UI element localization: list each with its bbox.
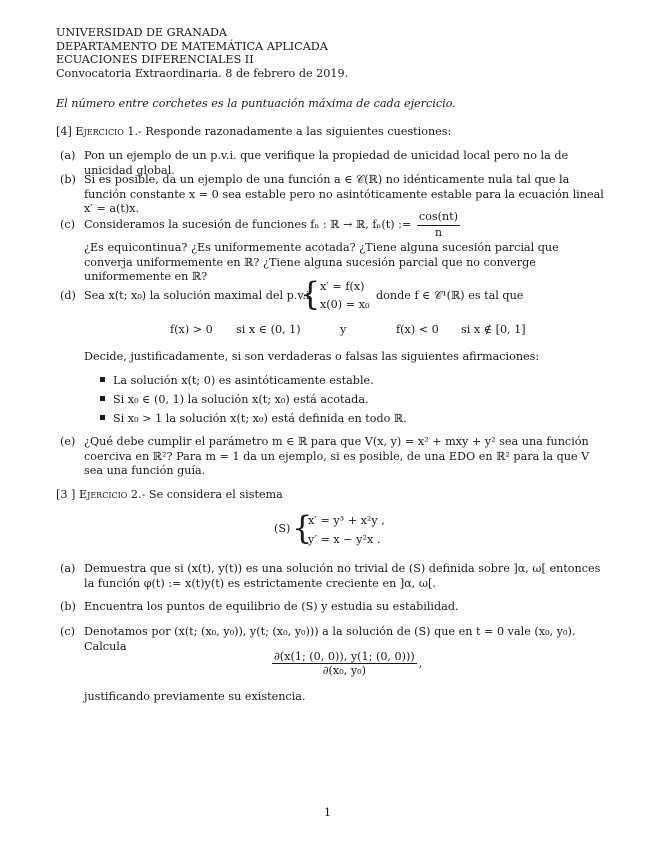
item-text: Si es posible, da un ejemplo de una función a ∈ 𝒞(ℝ) no idénticamente nula tal que la función constante x = 0 sea estable pero no asintóticamente estable para la ecuación lineal x′ = a(t)x.	[84, 173, 604, 216]
fraction-numerator: ∂(x(1; (0, 0)), y(1; (0, 0)))	[274, 650, 415, 663]
justification-note: justificando previamente su existencia.	[84, 690, 306, 703]
exercise-2-statement: Se considera el sistema	[148, 488, 283, 501]
scoring-note: El número entre corchetes es la puntuación máxima de cada ejercicio.	[56, 97, 456, 110]
item-label: (b)	[60, 173, 76, 186]
item-label: (c)	[60, 625, 75, 638]
item-label: (a)	[60, 562, 76, 575]
item-text: ¿Es equicontinua? ¿Es uniformemente acotada? ¿Tiene alguna sucesión parcial que converja uniformemente en ℝ? ¿Tiene alguna sucesión parcial que no converge uniformemente en ℝ?	[84, 241, 559, 284]
exercise-2-a	[60, 562, 605, 591]
exercise-2-title: Ejercicio 2.-	[78, 488, 146, 501]
decide-instruction: Decide, justificadamente, si son verdaderas o falsas las siguientes afirmaciones:	[84, 350, 540, 363]
item-text: ¿Qué debe cumplir el parámetro m ∈ ℝ para que V(x, y) = x² + mxy + y² sea una función coerciva en ℝ²? Para m = 1 da un ejemplo, si es posible, de una EDO en ℝ² para la que V sea una función guía.	[84, 435, 590, 478]
jacobian-expression: $\frac{\partial(x(1; (0, 0)), y(1; (0, 0)))}{\text{∂(x₀, y₀)}}$ ,	[274, 650, 423, 677]
exercise-1-c	[60, 210, 605, 285]
course-name: ECUACIONES DIFERENCIALES II	[56, 53, 254, 67]
page-number: 1	[323, 806, 332, 819]
fraction-denominator: n	[434, 225, 443, 239]
fraction-numerator: cos(nt)	[417, 210, 460, 226]
f-positive-domain: si x ∈ (0, 1)	[236, 323, 301, 336]
item-text: Demuestra que si (x(t), y(t)) es una solución no trivial de (S) definida sobre ]α, ω[ entonces la función φ(t) := x(t)y(t) es estrictamente creciente en ]α, ω[.	[84, 562, 601, 590]
system-brace-icon: {	[300, 275, 321, 313]
exercise-2-b	[60, 600, 605, 615]
exercise-1-statement: Responde razonadamente a las siguientes cuestiones:	[145, 125, 452, 138]
exercise-1-points: [4]	[56, 125, 72, 138]
statement-bullet: La solución x(t; 0) es asintóticamente estable.	[100, 374, 374, 387]
item-label: (c)	[60, 218, 75, 231]
department-name: DEPARTAMENTO DE MATEMÁTICA APLICADA	[56, 39, 328, 53]
f-condition: donde f ∈ 𝒞¹(ℝ) es tal que	[376, 289, 524, 302]
system-brace-icon: {	[292, 509, 313, 547]
item-text: Encuentra los puntos de equilibrio de (S) y estudia su estabilidad.	[84, 600, 459, 613]
system-equation-y: y′ = x − y²x .	[308, 533, 381, 546]
system-name: (S)	[274, 522, 291, 535]
f-positive: f(x) > 0	[170, 323, 213, 336]
f-negative: f(x) < 0	[396, 323, 439, 336]
ivp-equation: x′ = f(x)	[320, 280, 365, 293]
university-name: UNIVERSIDAD DE GRANADA	[56, 26, 228, 39]
exercise-1-heading	[56, 125, 451, 138]
conjunction: y	[340, 323, 347, 336]
exercise-1-d-label: (d)	[60, 289, 76, 302]
jacobian-fraction	[272, 650, 417, 677]
exercise-1-title: Ejercicio 1.-	[75, 125, 142, 138]
exercise-1-d-intro: Sea x(t; x₀) la solución maximal del p.v.i.	[84, 289, 314, 302]
item-label: (b)	[60, 600, 76, 613]
item-intro-line	[84, 210, 605, 240]
statement-bullet: Si x₀ ∈ (0, 1) la solución x(t; x₀) está acotada.	[100, 393, 369, 406]
document-header	[56, 26, 348, 80]
exercise-2-points: [3 ]	[56, 488, 76, 501]
sequence-fraction	[417, 210, 460, 240]
f-negative-domain: si x ∉ [0, 1]	[461, 323, 526, 336]
fraction-denominator: ∂(x₀, y₀)	[322, 664, 366, 677]
item-text: Denotamos por (x(t; (x₀, y₀)), y(t; (x₀, y₀))) a la solución de (S) que en t = 0 vale (x₀, y₀). Calcula	[84, 625, 576, 653]
item-text: Pon un ejemplo de un p.v.i. que verifique la propiedad de unicidad local pero no la de unicidad global.	[84, 149, 569, 177]
system-equation-x: x′ = y³ + x²y ,	[308, 514, 385, 527]
ivp-initial-condition: x(0) = x₀	[320, 298, 370, 311]
exam-date: Convocatoria Extraordinaria. 8 de febrero de 2019.	[56, 66, 349, 80]
sequence-definition: Consideramos la sucesión de funciones fₙ : ℝ → ℝ, fₙ(t) :=	[84, 218, 412, 232]
item-label: (a)	[60, 149, 76, 162]
item-label: (e)	[60, 435, 76, 448]
exercise-2-heading	[56, 488, 283, 501]
statement-bullet: Si x₀ > 1 la solución x(t; x₀) está definida en todo ℝ.	[100, 412, 407, 425]
exercise-1-e	[60, 435, 605, 479]
